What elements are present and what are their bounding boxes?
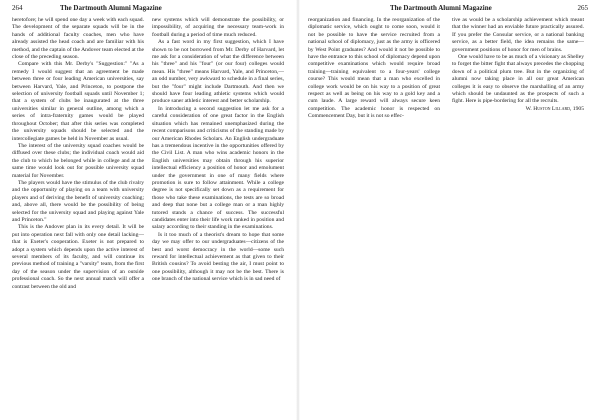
running-head: The Dartmouth Alumni Magazine bbox=[60, 4, 162, 12]
paragraph: This is the Andover plan in its every detail. It will be put into operation next fall with only one detail lacking—that is Exeter's cooperation. Exeter is not prepared to adopt a system which depends upon the active interest of several members of its faculty, and will continue its previous method of training a "varsity" team, from the first day of the season under the supervision of an outside professional coach. So the next annual match will offer a contrast between the old and bbox=[12, 224, 144, 290]
paragraph: As a fast word in my first suggestion, which I have shown to be not borrowed from Mr. Derby of Harvard, let me ask for a consideration of what the difference between his "three" and his "four" (or our four) colleges would mean. His "three" means Harvard, Yale, and Princeton,—an odd number, very awkward to schedule in a final series, but the "four" might include Dartmouth. And then we should have four leading athletic systems which would produce saner athletic interest and better scholarship. bbox=[152, 39, 284, 105]
paragraph: One would have to be as much of a visionary as Shelley to forget the bitter fight that always precedes the chopping down of a political plum tree. But in the organizing of alumni now taking place in all our great American colleges it is easy to observe the marshalling of an army which should be undaunted as the prospects of such a fight. Here is pipe-bordering for all the recruits. bbox=[452, 54, 584, 105]
page-header bbox=[6, 3, 290, 13]
page-header bbox=[306, 3, 590, 13]
paragraph: Compare with this Mr. Derby's "Suggestion:" "As a remedy I would suggest that an agreement be made between three or four leading American universities, say between Harvard, Yale, and Princeton, to postpone the selection of university football squads until November 1; that a system of clubs be inaugurated at the three universities similar in general outline, among which a series of intra-fraternity games would be played throughout October; that after this series was completed the university squads should be selected and the intercollegiate games be held in November as usual. bbox=[12, 61, 144, 142]
author-signature: W. Huston Lillard, 1905 bbox=[525, 105, 584, 112]
page-gutter bbox=[296, 0, 300, 420]
paragraph: tive as would be a scholarship achievement which meant that the winner had an enviable future practically assured. If you prefer the Consular service, or a national banking service, as a better field, the idea remains the same—government positions of honor for men of brains. bbox=[452, 17, 584, 53]
paragraph: Is it too much of a theorist's dream to hope that some day we may offer to our undergraduates—citizens of the best and worst democracy in the world—some such reward for intellectual achievement as that given to their British cousins? To avoid besting the air, I must point to one possibility, although it may not be the best. There is one branch of the national service which is in sad need of bbox=[152, 231, 284, 283]
text-column-2 bbox=[452, 17, 584, 417]
paragraph: The interest of the university squad coaches would be diffused over these clubs; the individual coach would aid the club to which he belonged while in college and at the same time would look out for possible university squad material for November. bbox=[12, 142, 144, 179]
text-column-2 bbox=[152, 17, 284, 417]
text-column-1 bbox=[308, 17, 440, 417]
running-head: The Dartmouth Alumni Magazine bbox=[390, 4, 492, 12]
paragraph: In introducing a second suggestion let me ask for a careful consideration of one great factor in the English situation which has remained unemphasized during the recent comparisons and criticisms of the standing made by our American Rhodes Scholars. An English undergraduate has a tremendous incentive in the opportunities offered by the Civil List. A man who wins academic honors in the English universities may obtain through his superior intellectual efficiency a position of honor and emolument under the government in one of many fields where promotion is sure to follow attainment. While a college degree is not specifically set down as a requirement for those who take these examinations, the tests are so broad and deep that none but a college man or a man highly tutored stands a chance of success. The successful candidates enter into their life work ranked in position and salary according to their standing in the examinations. bbox=[152, 105, 284, 231]
right-page bbox=[306, 0, 590, 420]
paragraph: reorganization and financing. In the reorganization of the diplomatic service, which ought to come soon, would it not be possible to have the service recruited from a national school of diplomacy, just as the army is officered by West Point graduates? And would it not be possible to have the entrance to this school of diplomacy depend upon competitive examinations which would require broad training—training equivalent to a four-years' college course? This would mean that a man who excelled in college work would be on his way to a position of great respect as well as being on his way to a gold key and a cum laude. A large reward will always secure keen competition. The academic honor is respected on Commencement Day, but it is not so effec- bbox=[308, 17, 440, 120]
paragraph: heretofore; he will spend one day a week with each squad. The development of the separate squads will be in the hands of additional faculty coaches, men who have already assisted the head coach and are familiar with his method, and the captain of the Andover team elected at the close of the preceding season. bbox=[12, 17, 144, 61]
left-page bbox=[6, 0, 290, 420]
paragraph: new systems which will demonstrate the possibility, or impossibility, of acquiring the necessary team-work in football during a period of time much reduced. bbox=[152, 17, 284, 38]
page-number: 264 bbox=[12, 4, 23, 12]
paragraph: The players would have the stimulus of the club rivalry and the opportunity of playing on a team with university players and of deriving the benefit of university coaching; and, above all, there would be the possibility of being selected for the university squad and playing against Yale and Princeton." bbox=[12, 179, 144, 223]
text-column-1 bbox=[12, 17, 144, 417]
page-number: 265 bbox=[577, 4, 588, 12]
